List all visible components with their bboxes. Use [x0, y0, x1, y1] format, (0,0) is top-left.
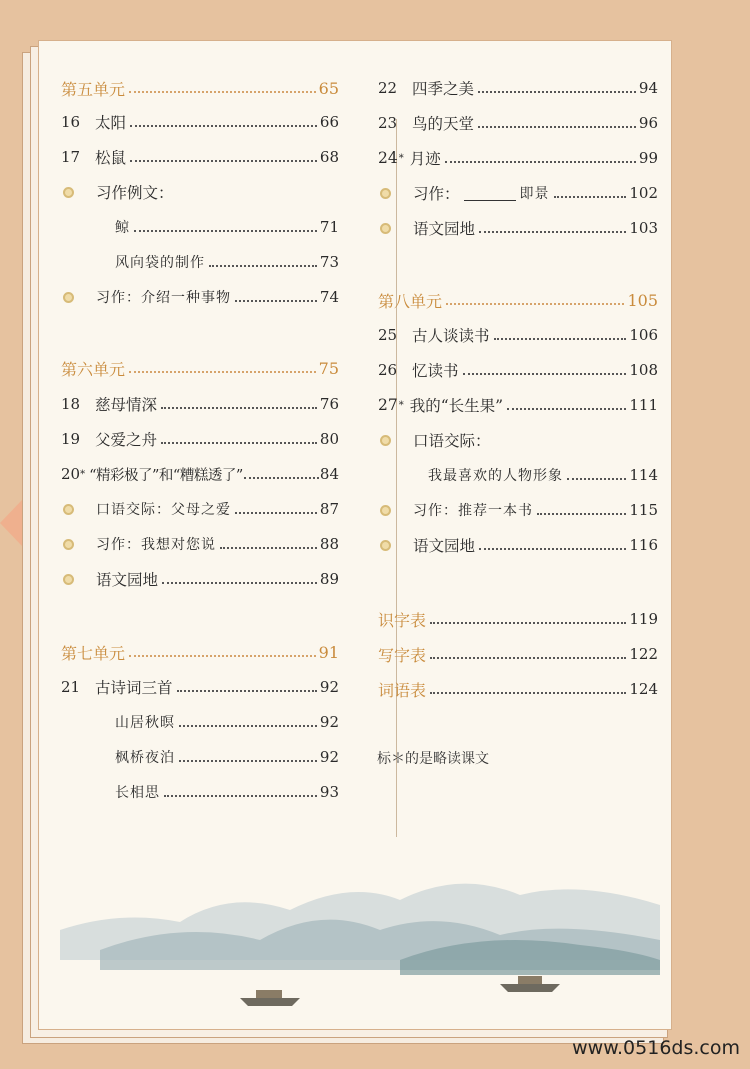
- leader-dots: [478, 91, 636, 93]
- lesson-title: 月迹: [409, 150, 441, 168]
- page-number: 84: [319, 465, 339, 483]
- lesson-number: 21: [61, 678, 81, 696]
- lesson-25[interactable]: [378, 320, 658, 350]
- item-title: 枫桥夜泊: [115, 750, 175, 766]
- lesson-title: 慈母情深: [95, 396, 158, 414]
- leader-dots: [479, 231, 626, 233]
- lesson-number: 25: [378, 326, 398, 344]
- page-number: 111: [629, 396, 658, 414]
- lesson-title: 父爱之舟: [95, 431, 158, 449]
- unit-5-heading[interactable]: [61, 73, 339, 103]
- page-number: 96: [638, 114, 658, 132]
- lesson-title: 太阳: [95, 114, 127, 132]
- leader-dots: [179, 760, 317, 762]
- lesson-number: 17: [61, 148, 81, 166]
- item-title: 口语交际：父母之爱: [96, 502, 231, 518]
- page-number: 71: [319, 218, 339, 236]
- lesson-title: “精彩极了”和“糟糕透了”: [89, 467, 243, 484]
- page-number: 124: [629, 680, 658, 698]
- lesson-number: 24: [378, 149, 398, 167]
- item-title: 山居秋暝: [115, 715, 175, 731]
- leader-dots: [164, 795, 317, 797]
- leader-dots: [507, 408, 626, 410]
- xizuo-5-item[interactable]: [61, 282, 339, 312]
- item-title-suffix: 即景: [519, 186, 550, 202]
- lesson-26[interactable]: [378, 355, 658, 385]
- lesson-18[interactable]: [61, 389, 339, 419]
- lesson-22[interactable]: [378, 73, 658, 103]
- leader-dots: [494, 338, 627, 340]
- item-title: 风向袋的制作: [115, 255, 205, 271]
- ciyu-table[interactable]: [378, 674, 658, 704]
- fill-blank: [464, 186, 516, 201]
- lesson-number: 22: [378, 79, 398, 97]
- leader-dots: [430, 657, 626, 659]
- leader-dots: [220, 547, 317, 549]
- leader-dots: [179, 725, 317, 727]
- page-number: 68: [319, 148, 339, 166]
- page-number: 114: [629, 466, 658, 484]
- lesson-17[interactable]: [61, 142, 339, 172]
- bullet-icon: [380, 505, 391, 516]
- leader-dots: [479, 548, 626, 550]
- sub-item-fengxiang[interactable]: [115, 247, 339, 277]
- leader-dots: [567, 478, 626, 480]
- page-number: 108: [629, 361, 658, 379]
- page-number: 87: [319, 500, 339, 518]
- boat-icon: [240, 990, 300, 1006]
- lesson-19[interactable]: [61, 424, 339, 454]
- lesson-title: 忆读书: [412, 362, 459, 380]
- lesson-title: 四季之美: [412, 80, 475, 98]
- leader-dots: [554, 196, 627, 198]
- bullet-icon: [380, 435, 391, 446]
- page-number: 92: [319, 713, 339, 731]
- page-tab: [0, 500, 22, 546]
- kouyu-8-item[interactable]: [378, 425, 658, 455]
- page-number: 88: [319, 535, 339, 553]
- leader-dots: [129, 371, 316, 373]
- page-number: 103: [629, 219, 658, 237]
- skim-star: *: [80, 468, 86, 480]
- sub-item-fengqiao[interactable]: [115, 742, 339, 772]
- item-title: 长相思: [115, 785, 160, 801]
- leader-dots: [478, 126, 636, 128]
- appendix-title: 词语表: [378, 680, 427, 700]
- page-number: 74: [319, 288, 339, 306]
- lesson-number: 23: [378, 114, 398, 132]
- page-number: 92: [319, 748, 339, 766]
- leader-dots: [445, 161, 636, 163]
- lesson-title: 古人谈读书: [412, 327, 490, 345]
- yuandi-8-item[interactable]: [378, 530, 658, 560]
- leader-dots: [430, 622, 626, 624]
- lesson-number: 27: [378, 396, 398, 414]
- page-number: 91: [318, 642, 339, 662]
- leader-dots: [235, 300, 317, 302]
- skim-star: *: [398, 152, 404, 164]
- leader-dots: [134, 230, 317, 232]
- item-title: 习作：介绍一种事物: [96, 290, 231, 306]
- xiezi-table[interactable]: [378, 639, 658, 669]
- kouyu-6-item[interactable]: [61, 494, 339, 524]
- item-title: 习作：我想对您说: [96, 537, 216, 553]
- bullet-icon: [63, 539, 74, 550]
- lesson-title: 松鼠: [95, 149, 127, 167]
- leader-dots: [446, 303, 624, 305]
- lesson-number: 16: [61, 113, 81, 131]
- page-number: 73: [319, 253, 339, 271]
- sub-item-changxiangsi[interactable]: [115, 777, 339, 807]
- bullet-icon: [380, 223, 391, 234]
- unit-title: 第五单元: [61, 79, 126, 99]
- page-number: 75: [318, 358, 339, 378]
- yuandi-6-item[interactable]: [61, 564, 339, 594]
- unit-6-heading[interactable]: [61, 353, 339, 383]
- yuandi-7-item[interactable]: [378, 213, 658, 243]
- page-number: 93: [319, 783, 339, 801]
- leader-dots: [537, 513, 626, 515]
- page-number: 80: [319, 430, 339, 448]
- unit-8-heading[interactable]: [378, 285, 658, 315]
- lesson-24[interactable]: [378, 143, 658, 173]
- sub-item-xingxiang[interactable]: [428, 460, 658, 490]
- bullet-icon: [380, 188, 391, 199]
- page-number: 106: [629, 326, 658, 344]
- item-title: 习作：推荐一本书: [413, 503, 533, 519]
- skim-star: *: [398, 399, 404, 411]
- page-number: 116: [629, 536, 658, 554]
- leader-dots: [209, 265, 317, 267]
- unit-title: 第六单元: [61, 359, 126, 379]
- page-number: 119: [629, 610, 658, 628]
- landscape-illustration: [60, 850, 660, 1020]
- item-title: 习作例文：: [96, 184, 174, 202]
- leader-dots: [235, 512, 317, 514]
- page-number: 115: [629, 501, 658, 519]
- item-title: 口语交际：: [413, 432, 491, 450]
- leader-dots: [244, 477, 319, 479]
- item-title: 鲸: [115, 220, 130, 236]
- page-number: 92: [319, 678, 339, 696]
- lesson-20[interactable]: [61, 459, 339, 489]
- lesson-title: 鸟的天堂: [412, 115, 475, 133]
- page-number: 89: [319, 570, 339, 588]
- boat-icon-2: [500, 976, 560, 992]
- leader-dots: [177, 690, 317, 692]
- page-number: 102: [629, 184, 658, 202]
- sub-item-jing[interactable]: [115, 212, 339, 242]
- item-title: 我最喜欢的人物形象: [428, 468, 563, 484]
- lesson-title: 古诗词三首: [95, 679, 173, 697]
- skim-reading-note: 标＊的是略读课文: [377, 751, 489, 767]
- bullet-icon: [380, 540, 391, 551]
- lesson-23[interactable]: [378, 108, 658, 138]
- bullet-icon: [63, 292, 74, 303]
- leader-dots: [129, 655, 316, 657]
- page-number: 94: [638, 79, 658, 97]
- lesson-27[interactable]: [378, 390, 658, 420]
- zuowen-example-item[interactable]: [61, 177, 339, 207]
- item-title: 语文园地: [413, 220, 476, 238]
- item-title: 语文园地: [413, 537, 476, 555]
- leader-dots: [130, 125, 317, 127]
- leader-dots: [161, 442, 317, 444]
- page-number: 76: [319, 395, 339, 413]
- shizi-table[interactable]: [378, 604, 658, 634]
- lesson-16[interactable]: [61, 107, 339, 137]
- bullet-icon: [63, 504, 74, 515]
- page-number: 65: [318, 78, 339, 98]
- lesson-number: 26: [378, 361, 398, 379]
- lesson-title: 我的“长生果”: [409, 397, 504, 415]
- xizuo-8-item[interactable]: [378, 495, 658, 525]
- item-title: 语文园地: [96, 571, 159, 589]
- bullet-icon: [63, 574, 74, 585]
- page-number: 66: [319, 113, 339, 131]
- appendix-title: 识字表: [378, 610, 427, 630]
- item-title: 习作：: [413, 185, 460, 203]
- page-number: 99: [638, 149, 658, 167]
- lesson-21[interactable]: [61, 672, 339, 702]
- page-number: 122: [629, 645, 658, 663]
- lesson-number: 20: [61, 465, 81, 483]
- unit-title: 第八单元: [378, 291, 443, 311]
- leader-dots: [161, 407, 317, 409]
- sub-item-shanju[interactable]: [115, 707, 339, 737]
- leader-dots: [463, 373, 627, 375]
- page-number: 105: [627, 290, 658, 310]
- bullet-icon: [63, 187, 74, 198]
- xizuo-6-item[interactable]: [61, 529, 339, 559]
- appendix-title: 写字表: [378, 645, 427, 665]
- leader-dots: [129, 91, 316, 93]
- leader-dots: [130, 160, 317, 162]
- watermark-text: www.0516ds.com: [572, 1037, 740, 1059]
- leader-dots: [430, 692, 626, 694]
- xizuo-7-item[interactable]: [378, 178, 658, 208]
- leader-dots: [162, 582, 317, 584]
- lesson-number: 18: [61, 395, 81, 413]
- unit-7-heading[interactable]: [61, 637, 339, 667]
- unit-title: 第七单元: [61, 643, 126, 663]
- lesson-number: 19: [61, 430, 81, 448]
